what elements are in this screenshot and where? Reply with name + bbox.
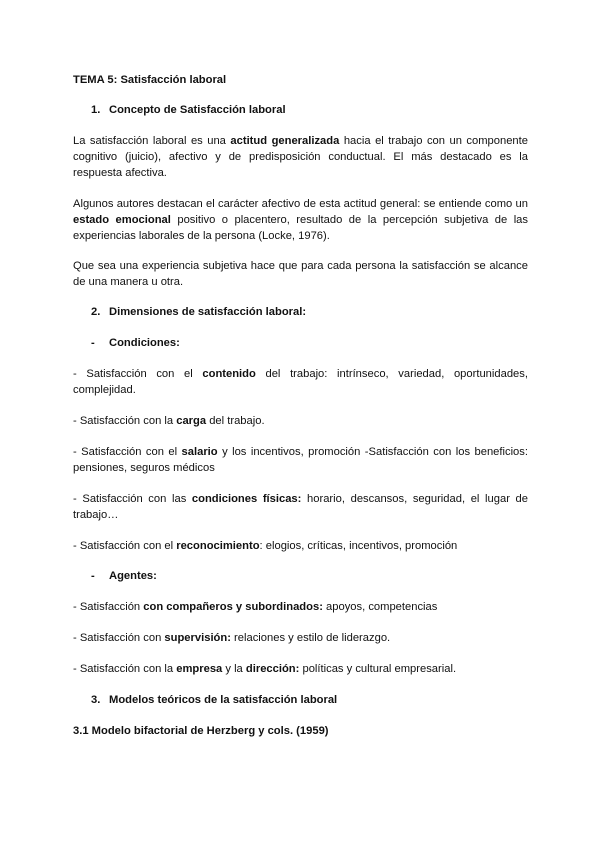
list-item <box>73 413 528 429</box>
dash-bullet: - <box>91 337 95 349</box>
paragraph-afectivo <box>73 196 528 244</box>
text-run: - Satisfacción con <box>73 632 165 644</box>
section-number: 3. <box>91 694 101 706</box>
bold-term: empresa <box>176 663 223 675</box>
text-run: hacia el trabajo con un componente cognitivo (juicio), afectivo y de predisposición conductual. El más destacado es la respuesta afectiva. <box>73 135 528 179</box>
subheading-label: Condiciones: <box>109 337 180 349</box>
text-run: - Satisfacción con el <box>73 540 177 552</box>
doc-title: TEMA 5: Satisfacción laboral <box>73 74 227 86</box>
bold-term: estado emocional <box>73 214 171 226</box>
text-run: apoyos, competencias <box>322 601 438 613</box>
text-run: La satisfacción laboral es una <box>73 135 231 147</box>
list-item <box>73 661 528 677</box>
list-item <box>73 366 528 398</box>
text-run: del trabajo. <box>206 415 265 427</box>
bold-term: salario <box>181 446 218 458</box>
subheading-label: Agentes: <box>109 570 157 582</box>
section-label: Modelos teóricos de la satisfacción laboral <box>109 694 338 706</box>
dash-bullet: - <box>91 570 95 582</box>
text-run: - Satisfacción <box>73 601 144 613</box>
subsection-heading: 3.1 Modelo bifactorial de Herzberg y cols. (1959) <box>73 725 329 737</box>
bold-term: contenido <box>202 368 256 380</box>
text-run: horario, descansos, seguridad, el lugar de trabajo… <box>73 493 528 521</box>
list-item <box>73 444 528 476</box>
subheading-condiciones <box>91 335 546 351</box>
bold-term: supervisión: <box>164 632 231 644</box>
text-run: - Satisfacción con el <box>73 446 182 458</box>
list-item <box>73 538 528 554</box>
bold-term: con compañeros y subordinados: <box>143 601 323 613</box>
paragraph-concepto <box>73 133 528 181</box>
list-item <box>73 599 528 615</box>
bold-term: condiciones físicas: <box>191 493 302 505</box>
section-heading-3 <box>91 692 546 708</box>
bold-term: actitud generalizada <box>230 135 340 147</box>
section-number: 1. <box>91 104 101 116</box>
text-run: y los incentivos, promoción -Satisfacción con los beneficios: pensiones, seguros médicos <box>73 446 528 474</box>
section-heading-1 <box>91 102 546 118</box>
bold-term: dirección: <box>245 663 300 675</box>
subheading-agentes <box>91 568 546 584</box>
list-item <box>73 491 528 523</box>
text-run: - Satisfacción con el <box>73 368 203 380</box>
section-heading-2 <box>91 304 546 320</box>
text-run: positivo o placentero, resultado de la percepción subjetiva de las experiencias laborales de la persona (Locke, 1976). <box>73 214 528 242</box>
bold-term: reconocimiento <box>176 540 260 552</box>
bold-term: carga <box>176 415 207 427</box>
section-label: Dimensiones de satisfacción laboral: <box>109 306 307 318</box>
section-number: 2. <box>91 306 101 318</box>
section-label: Concepto de Satisfacción laboral <box>109 104 286 116</box>
paragraph-subjetiva: Que sea una experiencia subjetiva hace que para cada persona la satisfacción se alcance de una manera u otra. <box>73 260 528 288</box>
text-run: Algunos autores destacan el carácter afectivo de esta actitud general: se entiende como un <box>73 198 528 210</box>
text-run: políticas y cultural empresarial. <box>299 663 457 675</box>
text-run: : elogios, críticas, incentivos, promoción <box>259 540 458 552</box>
list-item <box>73 630 528 646</box>
text-run: - Satisfacción con la <box>73 663 177 675</box>
text-run: - Satisfacción con las <box>73 493 192 505</box>
text-run: relaciones y estilo de liderazgo. <box>230 632 391 644</box>
text-run: del trabajo: intrínseco, variedad, oportunidades, complejidad. <box>73 368 528 396</box>
text-run: - Satisfacción con la <box>73 415 177 427</box>
text-run: y la <box>222 663 246 675</box>
